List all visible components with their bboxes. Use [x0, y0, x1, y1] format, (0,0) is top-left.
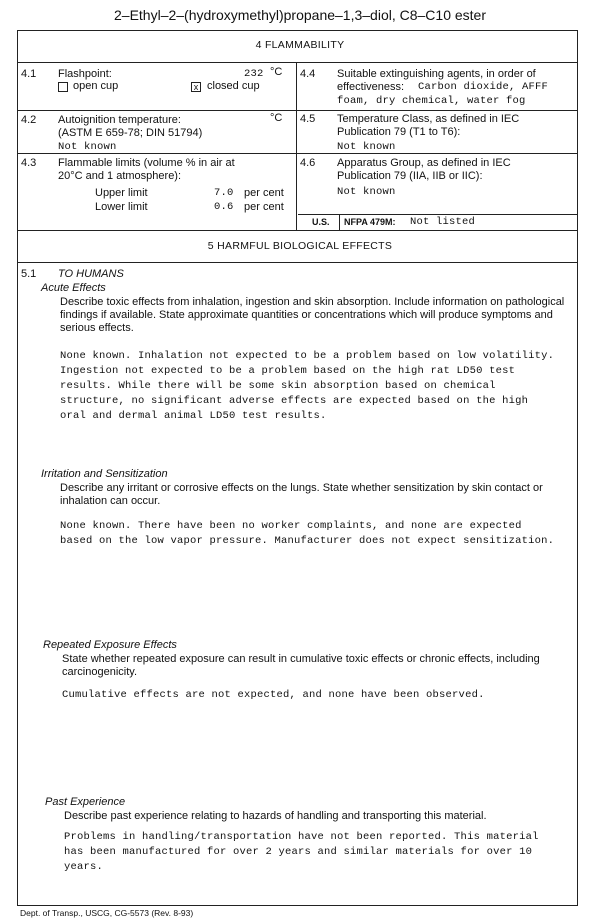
autoignition-label: Autoignition temperature: [58, 114, 181, 126]
item-number: 5.1 [21, 268, 37, 280]
to-humans-heading: TO HUMANS [58, 268, 124, 280]
rule [17, 110, 578, 111]
extinguishing-label: effectiveness: [337, 81, 405, 93]
column-divider [296, 62, 297, 230]
repeated-exposure-heading: Repeated Exposure Effects [43, 639, 177, 651]
item-number: 4.1 [21, 68, 37, 80]
flammable-limits-label: 20°C and 1 atmosphere): [58, 170, 182, 182]
temperature-class-label: Publication 79 (T1 to T6): [337, 126, 461, 138]
past-experience-instructions: Describe past experience relating to hazards of handling and transporting this material. [64, 810, 487, 822]
unit-label: °C [270, 66, 283, 78]
apparatus-group-label: Publication 79 (IIA, IIB or IIC): [337, 170, 483, 182]
item-number: 4.5 [300, 113, 316, 125]
us-label: U.S. [312, 217, 330, 227]
open-cup-label: open cup [73, 80, 119, 92]
unit-label: per cent [244, 187, 284, 199]
rule [17, 62, 578, 63]
temperature-class-value: Not known [337, 141, 396, 153]
acute-effects-text: None known. Inhalation not expected to be a problem based on low volatility. Ingestion not expected to be a problem based on the high rat LD50 test results. While there will be some skin absorption based on chemical structure, no significant adverse effects are expected based on the high oral and dermal animal LD50 test results. [60, 350, 555, 422]
rule [298, 214, 578, 215]
unit-label: per cent [244, 201, 284, 213]
item-number: 4.3 [21, 157, 37, 169]
temperature-class-label: Temperature Class, as defined in IEC [337, 113, 520, 125]
extinguishing-label: Suitable extinguishing agents, in order of [337, 68, 536, 80]
nfpa-value: Not listed [410, 216, 476, 228]
item-number: 4.6 [300, 157, 316, 169]
past-experience-text: Problems in handling/transportation have not been reported. This material has been manufactured for over 2 years and similar materials for over 10 years. [64, 831, 539, 873]
flammable-limits-label: Flammable limits (volume % in air at [58, 157, 235, 169]
upper-limit-label: Upper limit [95, 187, 148, 199]
repeated-exposure-text: Cumulative effects are not expected, and none have been observed. [62, 689, 485, 701]
flashpoint-value: 232 [244, 68, 264, 80]
extinguishing-value: foam, dry chemical, water fog [337, 95, 526, 107]
closed-cup-label: closed cup [207, 80, 260, 92]
upper-limit-value: 7.0 [214, 187, 234, 199]
repeated-exposure-instructions: State whether repeated exposure can result in cumulative toxic effects or chronic effects, including carcinogenicity. [62, 653, 540, 678]
check-mark-icon: x [193, 82, 199, 92]
section-4-heading: 4 FLAMMABILITY [255, 39, 345, 51]
extinguishing-value: Carbon dioxide, AFFF [418, 81, 549, 93]
lower-limit-value: 0.6 [214, 201, 234, 213]
autoignition-standard: (ASTM E 659-78; DIN 51794) [58, 127, 203, 139]
apparatus-group-label: Apparatus Group, as defined in IEC [337, 157, 511, 169]
document-title: 2–Ethyl–2–(hydroxymethyl)propane–1,3–diol, C8–C10 ester [114, 7, 486, 23]
item-number: 4.2 [21, 114, 37, 126]
flashpoint-label: Flashpoint: [58, 68, 112, 80]
acute-effects-instructions: Describe toxic effects from inhalation, ingestion and skin absorption. Include information on pathological findings if available. State approximate quantities or concentrations which will produce symptoms and serious effects. [60, 296, 565, 334]
lower-limit-label: Lower limit [95, 201, 148, 213]
item-number: 4.4 [300, 68, 316, 80]
rule [17, 262, 578, 263]
acute-effects-heading: Acute Effects [41, 282, 106, 294]
irritation-instructions: Describe any irritant or corrosive effects on the lungs. State whether sensitization by skin contact or inhalation can occur. [60, 482, 543, 507]
nfpa-label: NFPA 479M: [344, 217, 396, 227]
irritation-heading: Irritation and Sensitization [41, 468, 168, 480]
rule [17, 230, 578, 231]
apparatus-group-value: Not known [337, 186, 396, 198]
form-footer: Dept. of Transp., USCG, CG-5573 (Rev. 8-93) [20, 908, 194, 918]
irritation-text: None known. There have been no worker complaints, and none are expected based on the low vapor pressure. Manufacturer does not expect sensitization. [60, 520, 555, 547]
past-experience-heading: Past Experience [45, 796, 126, 808]
column-divider [339, 214, 340, 230]
closed-cup-checkbox [191, 82, 201, 92]
unit-label: °C [270, 112, 283, 124]
autoignition-value: Not known [58, 141, 117, 153]
open-cup-checkbox [58, 82, 68, 92]
section-5-heading: 5 HARMFUL BIOLOGICAL EFFECTS [207, 240, 393, 252]
